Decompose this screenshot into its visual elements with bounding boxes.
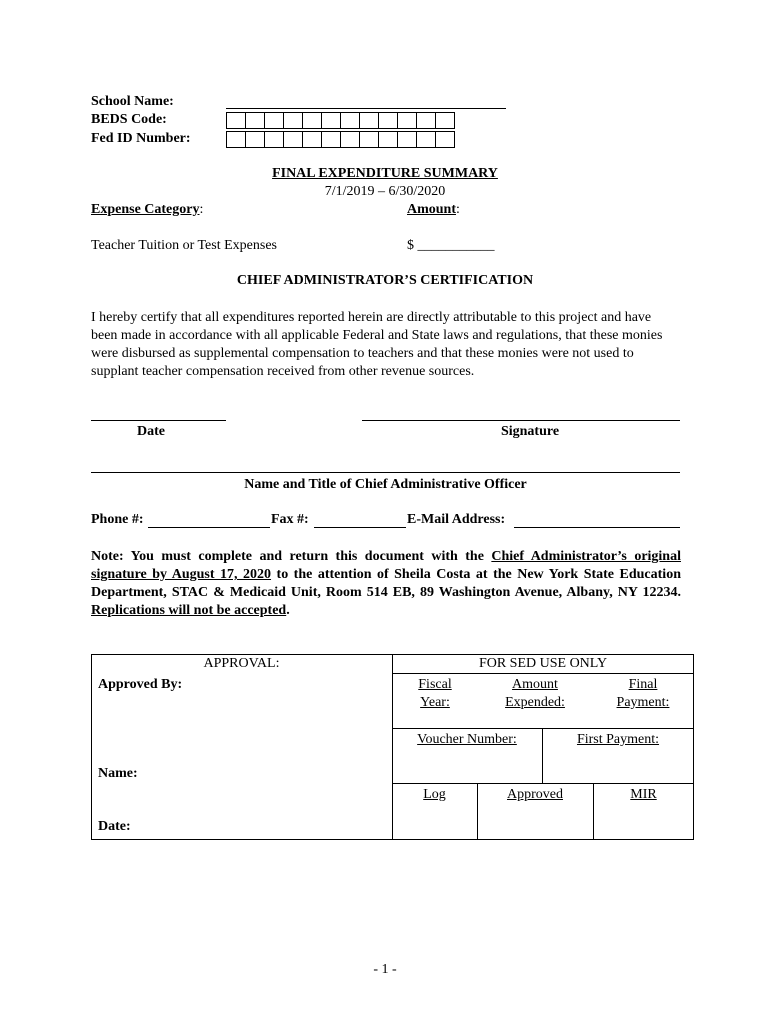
email-field[interactable] [514, 512, 680, 528]
expense-category-heading [91, 202, 203, 218]
name-title-line[interactable] [91, 472, 680, 473]
amount-heading [407, 202, 460, 218]
first-payment-label: First Payment: [576, 732, 660, 747]
phone-field[interactable] [148, 512, 270, 528]
note-end: . [286, 603, 290, 618]
sed-row-divider-1 [392, 728, 694, 729]
log-label: Log [423, 787, 446, 802]
note-replications: Replications will not be accepted [91, 603, 287, 618]
amount-colon: : [456, 202, 460, 217]
name-title-label: Name and Title of Chief Administrative Officer [244, 477, 527, 492]
date-signature-line[interactable] [91, 420, 226, 421]
date-label: Date [137, 424, 165, 439]
expense-category-label: Expense Category [91, 202, 200, 217]
certification-body [91, 309, 681, 381]
mir-label: MIR [630, 787, 657, 802]
expense-category-colon: : [199, 202, 204, 217]
sed-use-heading: FOR SED USE ONLY [478, 656, 608, 671]
phone-label: Phone #: [91, 512, 144, 527]
beds-code-boxes[interactable] [226, 112, 454, 129]
signature-label: Signature [500, 424, 560, 439]
page-number: - 1 - [373, 962, 397, 977]
note-prefix: Note: You must complete and return this document with the [91, 549, 492, 564]
fax-label: Fax #: [271, 512, 309, 527]
certification-text: I hereby certify that all expenditures reported herein are directly attributable to this project and have been made in accordance with all applicable Federal and State laws and regulations, that these monies were disbursed as supplemental compensation to teachers and that these monies were not used to supplant teacher compensation received from other revenue sources. [91, 310, 663, 379]
fiscal-year-label: Fiscal Year: [418, 677, 452, 710]
final-payment-label: Final Payment: [616, 677, 670, 710]
approval-heading: APPROVAL: [203, 656, 280, 671]
fed-id-boxes[interactable] [226, 131, 454, 148]
signature-line[interactable] [362, 420, 680, 421]
fax-field[interactable] [314, 512, 406, 528]
fed-id-label: Fed ID Number: [91, 131, 191, 146]
summary-period: 7/1/2019 – 6/30/2020 [324, 184, 446, 199]
email-label: E-Mail Address: [407, 512, 506, 527]
approval-date-label: Date: [98, 819, 131, 834]
note-address: to the attention of Sheila Costa at the New York State Education Department, STAC & Medicaid Unit, Room 514 EB, 89 Washington Avenue, Albany, NY 12234. [91, 567, 681, 600]
teacher-tuition-label: Teacher Tuition or Test Expenses [91, 238, 277, 253]
school-name-label: School Name: [91, 94, 174, 109]
amount-expended-label: Amount Expended: [505, 677, 565, 710]
teacher-tuition-amount-field[interactable]: $ ___________ [407, 238, 495, 253]
submission-note [91, 548, 681, 620]
note-deadline: Chief Administrator’s original signature by August 17, 2020 [91, 549, 681, 582]
beds-code-label: BEDS Code: [91, 112, 167, 127]
approved-by-label: Approved By: [98, 677, 183, 692]
approved-label: Approved [507, 787, 563, 802]
approval-name-label: Name: [98, 766, 138, 781]
summary-title: FINAL EXPENDITURE SUMMARY [272, 166, 498, 181]
amount-label: Amount [407, 202, 457, 217]
sed-row-divider-2 [392, 783, 694, 784]
sed-header-divider [392, 673, 694, 674]
voucher-number-label: Voucher Number: [417, 732, 517, 747]
school-name-field[interactable] [226, 94, 506, 109]
certification-title: CHIEF ADMINISTRATOR’S CERTIFICATION [236, 273, 534, 288]
